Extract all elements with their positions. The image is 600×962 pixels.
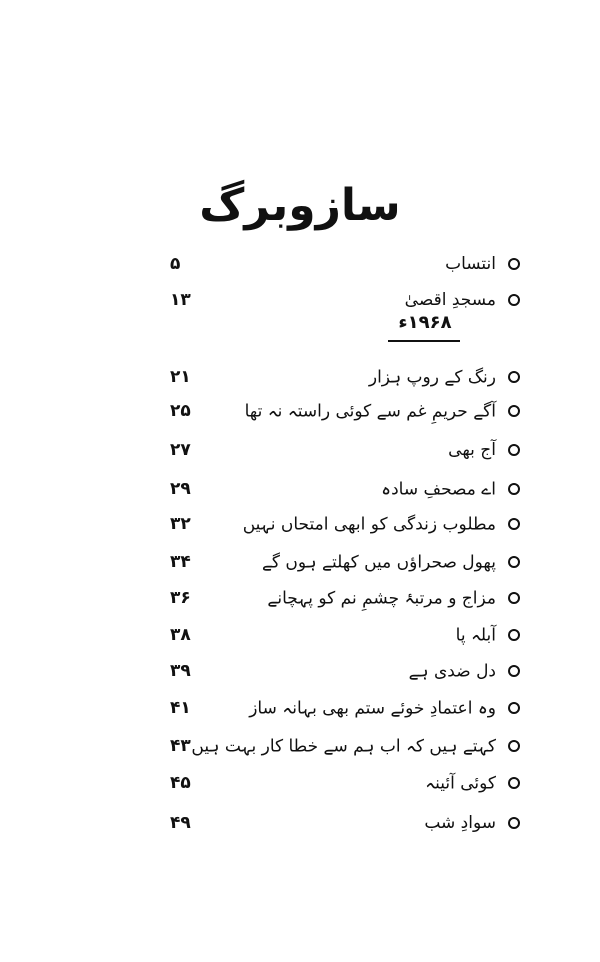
entry-page-number: ۴۹	[170, 813, 191, 833]
entry-page-number: ۲۵	[170, 401, 191, 421]
entry-title: کہتے ہیں کہ اب ہم سے خطا کار بہت ہیں	[191, 736, 496, 757]
toc-entry	[150, 472, 520, 506]
entry-page-number: ۳۲	[170, 514, 191, 534]
toc-entry	[150, 360, 520, 394]
entry-title: آگے حریمِ غم سے کوئی راستہ نہ تھا	[244, 401, 496, 422]
toc-entry	[150, 654, 520, 688]
entry-page-number: ۴۳	[170, 736, 191, 756]
circle-bullet-icon	[508, 665, 520, 677]
entry-title: مسجدِ اقصیٰ	[404, 290, 496, 310]
entry-page-number: ۲۱	[170, 367, 191, 387]
entry-title: اے مصحفِ سادہ	[381, 479, 496, 500]
toc-entry	[150, 545, 520, 579]
year-underline	[388, 340, 460, 342]
entry-title: پھول صحراؤں میں کھلتے ہوں گے	[261, 552, 496, 573]
entry-page-number: ۱۳	[170, 290, 191, 310]
circle-bullet-icon	[508, 629, 520, 641]
entry-title: آبلہ پا	[455, 625, 496, 646]
entry-page-number: ۳۴	[170, 552, 191, 572]
circle-bullet-icon	[508, 258, 520, 270]
toc-entry	[150, 729, 520, 763]
toc-entry	[150, 691, 520, 725]
circle-bullet-icon	[508, 294, 520, 306]
circle-bullet-icon	[508, 483, 520, 495]
entry-title: سوادِ شب	[424, 813, 496, 833]
entry-title: مزاج و مرتبۂ چشمِ نم کو پہچانے	[267, 588, 496, 609]
entry-page-number: ۳۸	[170, 625, 191, 645]
entry-page-number: ۴۵	[170, 773, 191, 793]
entry-title: کوئی آئینہ	[425, 773, 496, 794]
circle-bullet-icon	[508, 444, 520, 456]
entry-page-number: ۳۹	[170, 661, 191, 681]
entry-title: دل ضدی ہے	[408, 661, 496, 682]
entry-title: آج بھی	[448, 440, 496, 460]
entry-title: رنگ کے روپ ہزار	[368, 367, 496, 388]
entry-page-number: ۲۷	[170, 440, 191, 460]
circle-bullet-icon	[508, 371, 520, 383]
toc-entry	[150, 247, 520, 281]
circle-bullet-icon	[508, 518, 520, 530]
page-title: سازوبرگ	[199, 180, 401, 231]
circle-bullet-icon	[508, 556, 520, 568]
entry-page-number: ۲۹	[170, 479, 191, 499]
toc-entry	[150, 581, 520, 615]
toc-entry	[150, 618, 520, 652]
circle-bullet-icon	[508, 777, 520, 789]
entry-page-number: ۳۶	[170, 588, 191, 608]
toc-entry	[150, 433, 520, 467]
entry-title: مطلوب زندگی کو ابھی امتحاں نہیں	[242, 514, 496, 535]
entry-page-number: ۵	[170, 254, 181, 274]
toc-entry	[150, 394, 520, 428]
toc-entry	[150, 507, 520, 541]
entry-title: وہ اعتمادِ خوئے ستم بھی بہانہ ساز	[249, 698, 496, 719]
entry-title: انتساب	[445, 254, 496, 274]
circle-bullet-icon	[508, 740, 520, 752]
circle-bullet-icon	[508, 405, 520, 417]
section-year-heading: ۱۹۶۸ء	[398, 312, 452, 333]
circle-bullet-icon	[508, 817, 520, 829]
toc-entry	[150, 766, 520, 800]
entry-page-number: ۴۱	[170, 698, 191, 718]
circle-bullet-icon	[508, 702, 520, 714]
toc-entry	[150, 806, 520, 840]
circle-bullet-icon	[508, 592, 520, 604]
